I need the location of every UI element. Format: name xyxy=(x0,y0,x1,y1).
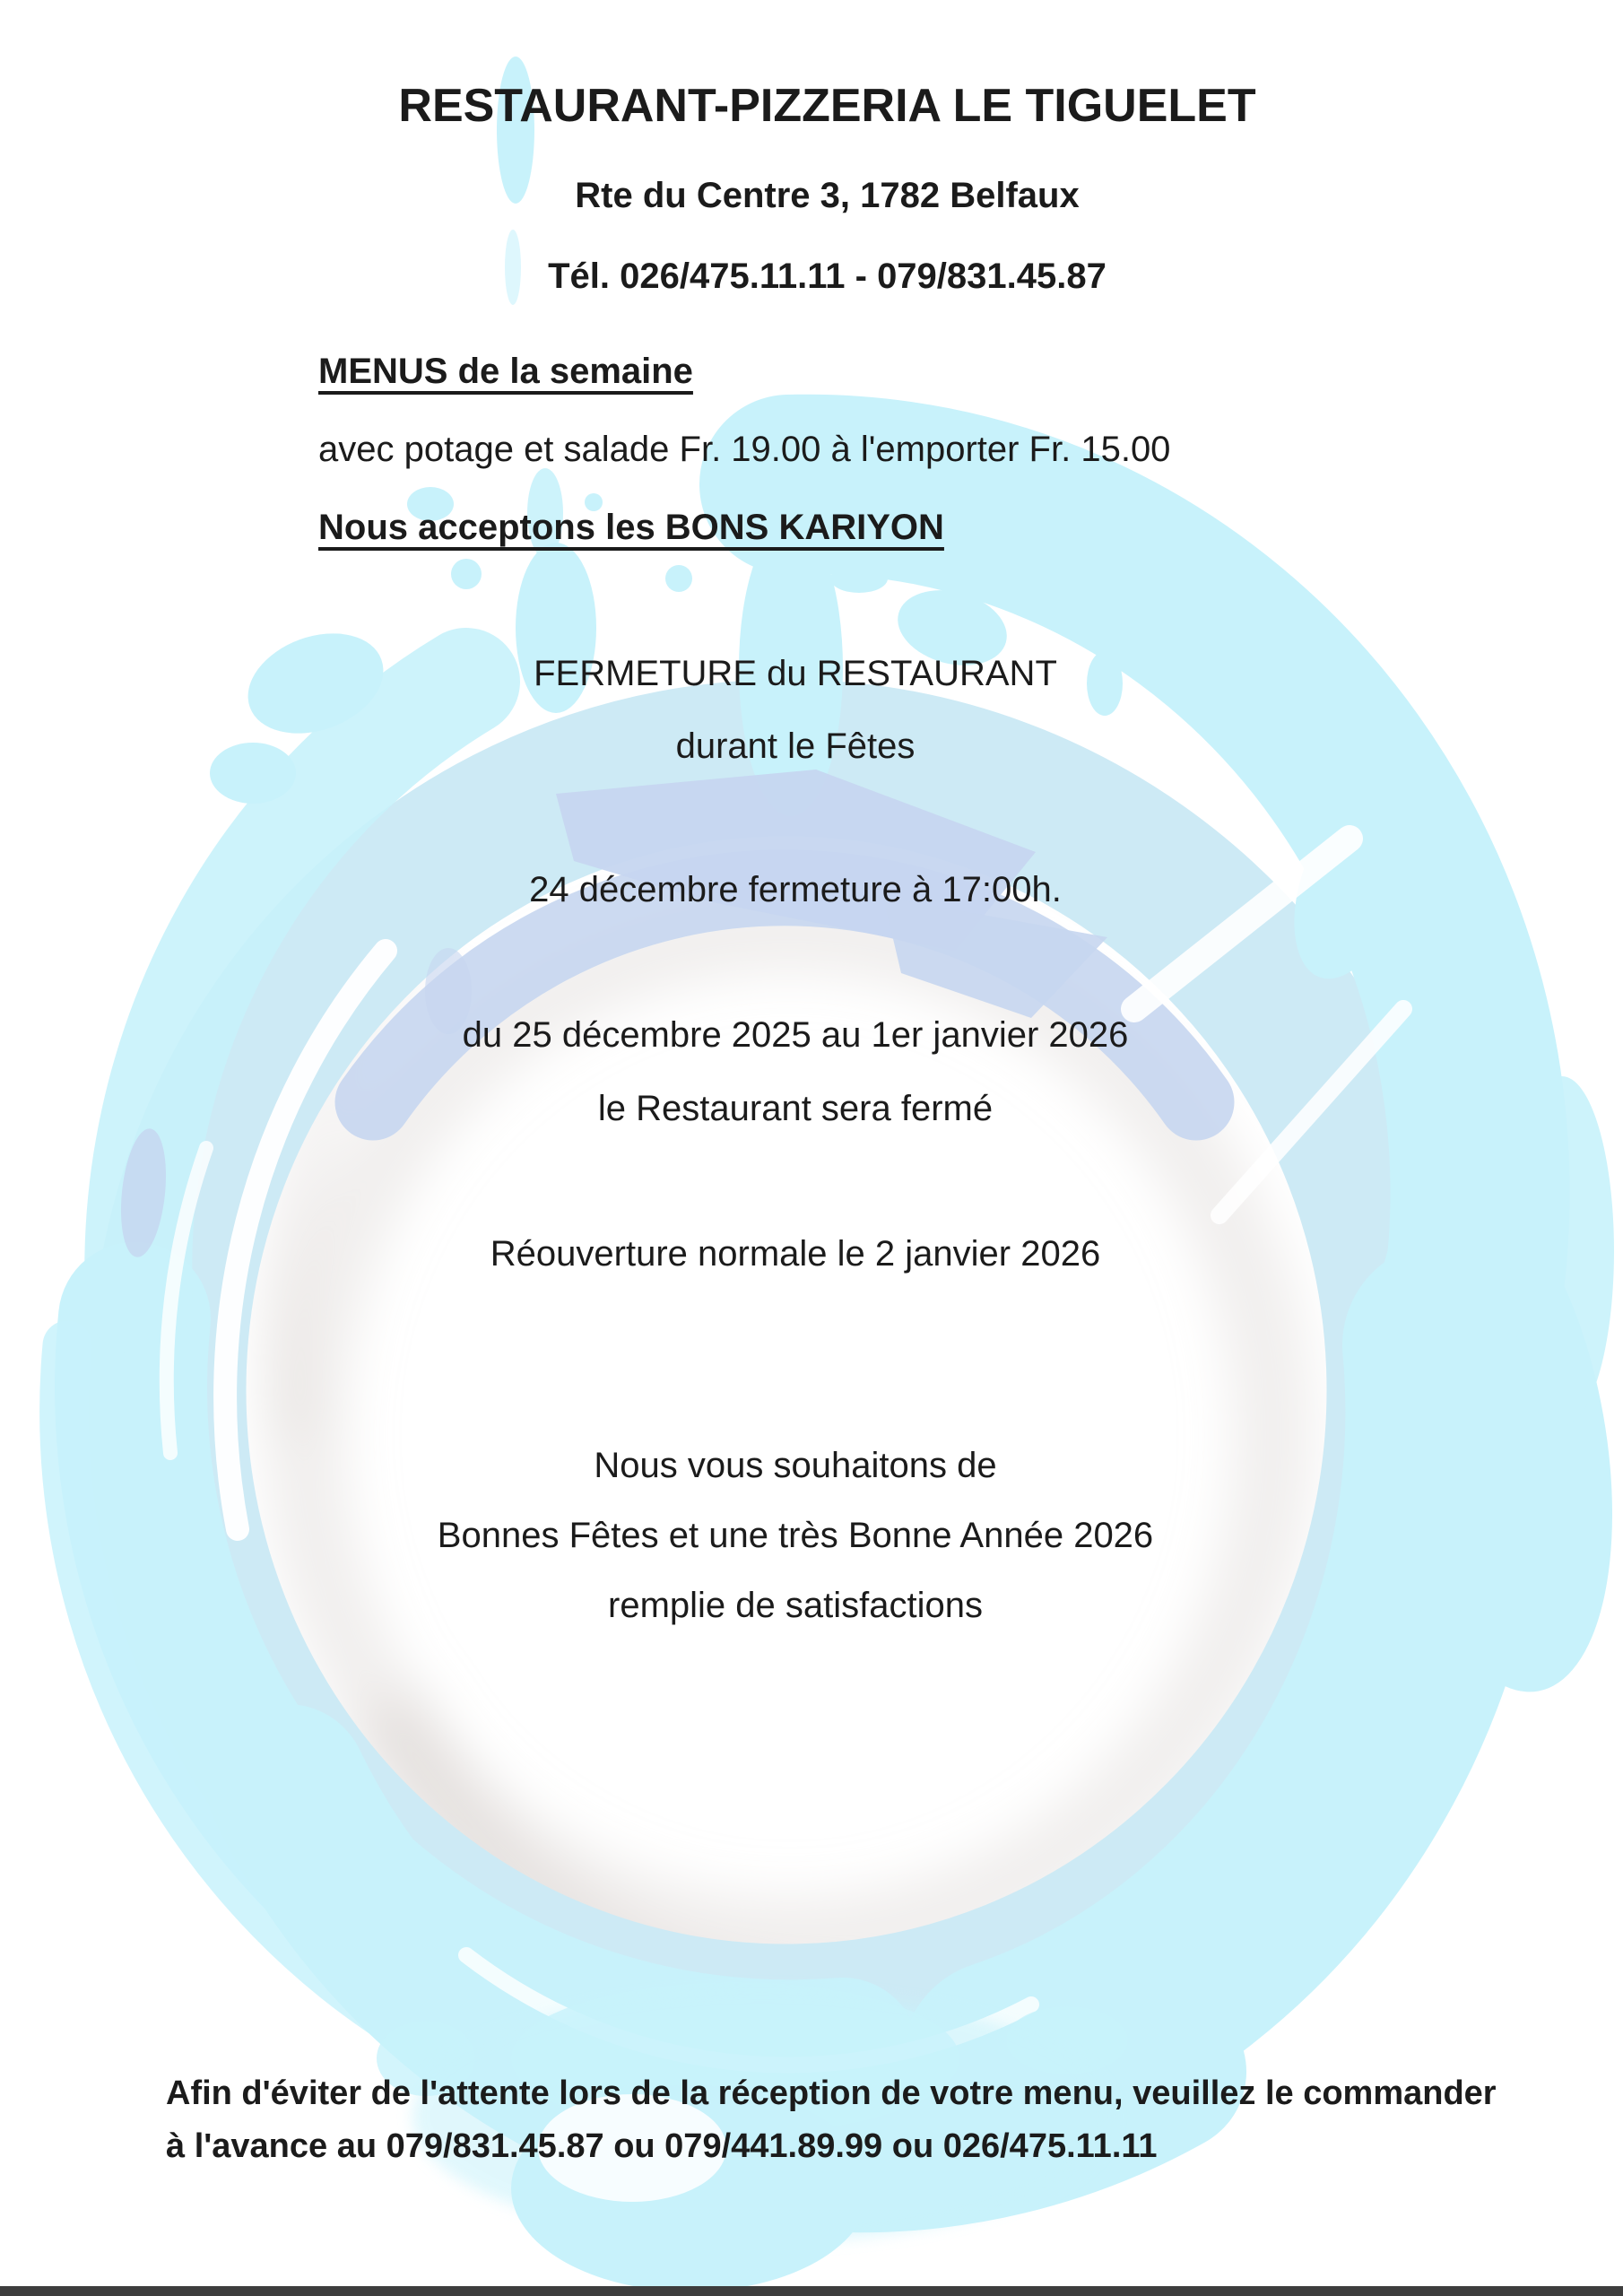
wishes-line-1: Nous vous souhaitons de xyxy=(594,1446,997,1485)
screenshot-bottom-edge-bar xyxy=(0,2286,1623,2296)
closure-subtitle: durant le Fêtes xyxy=(675,726,916,766)
closure-closed-line: le Restaurant sera fermé xyxy=(597,1089,994,1128)
restaurant-phone: Tél. 026/475.11.11 - 079/831.45.87 xyxy=(548,257,1107,296)
page-title: RESTAURANT-PIZZERIA LE TIGUELET xyxy=(398,80,1256,132)
menu-pricing-line: avec potage et salade Fr. 19.00 à l'emporter Fr. 15.00 xyxy=(318,430,1171,469)
closure-reopening-line: Réouverture normale le 2 janvier 2026 xyxy=(490,1234,1101,1274)
closure-period-line: du 25 décembre 2025 au 1er janvier 2026 xyxy=(462,1015,1129,1055)
restaurant-address: Rte du Centre 3, 1782 Belfaux xyxy=(575,176,1080,215)
wishes-line-2: Bonnes Fêtes et une très Bonne Année 2026 xyxy=(437,1516,1154,1555)
footer-note-line-2: à l'avance au 079/831.45.87 ou 079/441.89.99 ou 026/475.11.11 xyxy=(166,2127,1158,2165)
closure-dec24-line: 24 décembre fermeture à 17:00h. xyxy=(529,870,1062,909)
footer-note-line-1: Afin d'éviter de l'attente lors de la réception de votre menu, veuillez le commander xyxy=(166,2074,1497,2112)
menu-vouchers-line: Nous acceptons les BONS KARIYON xyxy=(318,508,944,547)
closure-title: FERMETURE du RESTAURANT xyxy=(534,654,1057,693)
wishes-line-3: remplie de satisfactions xyxy=(608,1586,983,1625)
menu-heading: MENUS de la semaine xyxy=(318,352,693,391)
